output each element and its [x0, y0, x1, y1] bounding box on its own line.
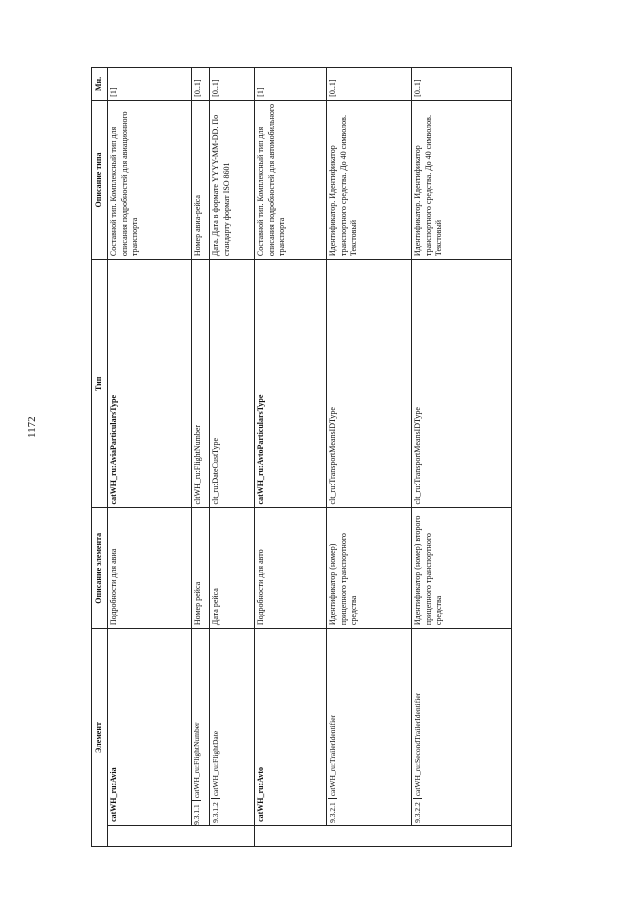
type-cell: cltWH_ru:FlightNumber	[192, 260, 210, 508]
element-description-cell: Идентификатор (номер) прицепного транспортного средства	[327, 508, 412, 629]
elements-table	[91, 67, 512, 847]
row-number: 9.3.1.1	[192, 804, 201, 825]
table-row	[192, 68, 210, 847]
type-cell: clt_ru:TransportMeansIDType	[412, 260, 512, 508]
header-element-description: Описание элемента	[92, 508, 108, 629]
type-cell: clt_ru:TransportMeansIDType	[327, 260, 412, 508]
type-description-cell: Идентификатор. Идентификатор транспортного средства. До 40 символов. Текстовый	[412, 100, 512, 259]
multiplicity-cell: [0..1]	[412, 68, 512, 101]
page-number: 1172	[26, 416, 38, 438]
type-description-cell: Номер авиа-рейса	[192, 100, 210, 259]
row-number: 9.3.1.2	[211, 802, 220, 823]
type-cell: catWH_ru:AviaParticularsType	[108, 260, 192, 508]
multiplicity-cell: [0..1]	[327, 68, 412, 101]
row-number-wrapper	[412, 629, 512, 826]
table-row	[327, 68, 412, 847]
element-name: catWH_ru:FlightDate	[211, 731, 220, 799]
row-number-wrapper	[210, 629, 255, 826]
element-description-cell: Номер рейса	[192, 508, 210, 629]
table-row	[412, 68, 512, 847]
header-type: Тип	[92, 260, 108, 508]
rotated-table-container	[91, 67, 546, 847]
type-description-cell: Идентификатор. Идентификатор транспортного средства. До 40 символов. Текстовый	[327, 100, 412, 259]
row-number: 9.3.2.2	[413, 802, 422, 823]
type-description-cell: Составной тип. Комплексный тип для описания подробностей для автомобильного транспорта	[255, 100, 327, 259]
type-cell: clt_ru:DateCustType	[210, 260, 255, 508]
element-cell: catWH_ru:Avto	[255, 629, 327, 826]
multiplicity-cell: [1]	[255, 68, 327, 101]
type-description-cell: Составной тип. Комплексный тип для описания подробностей для авиационного транспорта	[108, 100, 192, 259]
header-element: Элемент	[92, 629, 108, 847]
header-type-description: Описание типа	[92, 100, 108, 259]
multiplicity-cell: [0..1]	[210, 68, 255, 101]
row-number: 9.3.2.1	[328, 802, 337, 823]
table-header-row	[92, 68, 108, 847]
indent-cell	[108, 825, 255, 846]
row-number-wrapper	[327, 629, 412, 826]
type-description-cell: Дата. Дата в формате YYYY-MM-DD. По стандарту формат ISO 8601	[210, 100, 255, 259]
multiplicity-cell: [0..1]	[192, 68, 210, 101]
element-name: catWH_ru:FlightNumber	[192, 722, 201, 801]
type-cell: catWH_ru:AvtoParticularsType	[255, 260, 327, 508]
table-row	[255, 68, 327, 847]
element-description-cell: Подробности для авто	[255, 508, 327, 629]
multiplicity-cell: [1]	[108, 68, 192, 101]
header-multiplicity: Мн.	[92, 68, 108, 101]
element-cell: catWH_ru:Avia	[108, 629, 192, 826]
indent-cell	[255, 825, 512, 846]
table-row	[210, 68, 255, 847]
element-description-cell: Подробности для авиа	[108, 508, 192, 629]
element-name: catWH_ru:SecondTrailerIdentifier	[413, 693, 422, 799]
row-number-wrapper	[192, 629, 210, 826]
element-description-cell: Идентификатор (номер) второго прицепного транспортного средства	[412, 508, 512, 629]
element-name: catWH_ru:TrailerIdentifier	[328, 715, 337, 799]
table-row	[108, 68, 192, 847]
element-description-cell: Дата рейса	[210, 508, 255, 629]
